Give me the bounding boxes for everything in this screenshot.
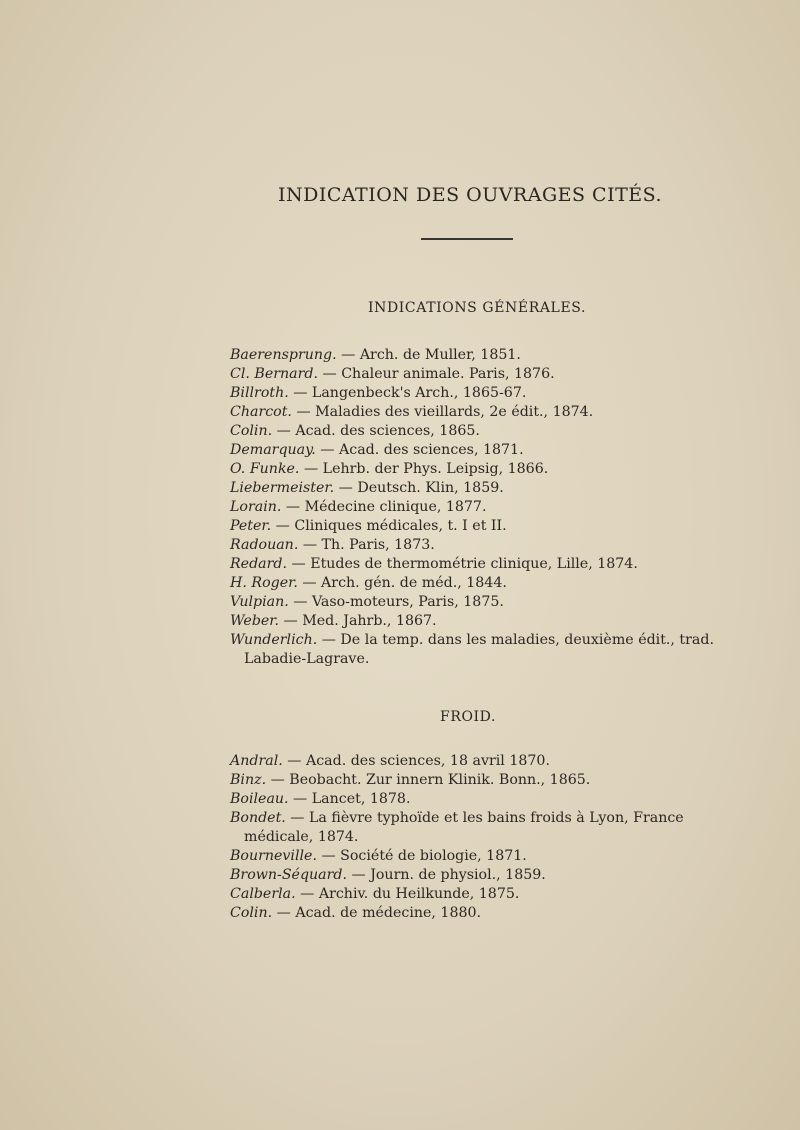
bibliography-entry — [230, 752, 720, 771]
entry-author: Boileau. — [230, 791, 289, 807]
entry-author: Calberla. — [230, 886, 296, 902]
bibliography-entry — [230, 612, 720, 631]
entry-author: Bondet. — [230, 810, 286, 826]
entry-author: Andral. — [230, 753, 283, 769]
entry-reference: — Journ. de physiol., 1859. — [347, 867, 546, 883]
entry-author: Radouan. — [230, 537, 299, 553]
entry-author: Binz. — [230, 772, 267, 788]
entry-reference: — Vaso-moteurs, Paris, 1875. — [288, 594, 504, 610]
entry-author: Brown-Séquard. — [230, 867, 347, 883]
entry-reference: — Archiv. du Heilkunde, 1875. — [295, 886, 520, 902]
bibliography-entry — [230, 885, 720, 904]
entry-reference: — Maladies des vieillards, 2e édit., 1874. — [291, 404, 594, 420]
entry-reference: — Th. Paris, 1873. — [298, 537, 435, 553]
bibliography-list-froid — [230, 752, 720, 923]
bibliography-entry — [230, 422, 720, 441]
bibliography-entry — [230, 574, 720, 593]
bibliography-entry — [230, 809, 720, 847]
entry-author: Colin. — [230, 423, 273, 439]
entry-author: Wunderlich. — [230, 632, 318, 648]
entry-reference: — Arch. gén. de méd., 1844. — [297, 575, 507, 591]
entry-author: H. Roger. — [230, 575, 298, 591]
entry-author: Baerensprung. — [230, 347, 337, 363]
page-title: INDICATION DES OUVRAGES CITÉS. — [277, 184, 663, 206]
entry-author: Redard. — [230, 556, 287, 572]
entry-reference: — Beobacht. Zur innern Klinik. Bonn., 1865. — [266, 772, 591, 788]
entry-reference: — Med. Jahrb., 1867. — [279, 613, 437, 629]
bibliography-entry — [230, 441, 720, 460]
bibliography-entry — [230, 517, 720, 536]
section-heading-general: INDICATIONS GÉNÉRALES. — [368, 300, 587, 316]
entry-author: Demarquay. — [230, 442, 316, 458]
entry-author: Peter. — [230, 518, 272, 534]
entry-author: Vulpian. — [230, 594, 289, 610]
bibliography-entry — [230, 866, 720, 885]
bibliography-list-general — [230, 346, 720, 669]
entry-reference: — Lehrb. der Phys. Leipsig, 1866. — [299, 461, 549, 477]
bibliography-entry — [230, 479, 720, 498]
bibliography-entry — [230, 771, 720, 790]
bibliography-entry — [230, 498, 720, 517]
entry-reference: — Arch. de Muller, 1851. — [336, 347, 521, 363]
bibliography-entry — [230, 847, 720, 866]
bibliography-entry — [230, 460, 720, 479]
bibliography-entry — [230, 904, 720, 923]
entry-reference: — Etudes de thermométrie clinique, Lille, 1874. — [287, 556, 638, 572]
entry-reference: — Acad. de médecine, 1880. — [272, 905, 482, 921]
bibliography-entry — [230, 631, 720, 669]
bibliography-entry — [230, 403, 720, 422]
entry-reference: — Langenbeck's Arch., 1865-67. — [288, 385, 527, 401]
entry-author: O. Funke. — [230, 461, 300, 477]
entry-author: Lorain. — [230, 499, 282, 515]
entry-reference: — Deutsch. Klin, 1859. — [334, 480, 504, 496]
bibliography-entry — [230, 555, 720, 574]
bibliography-entry — [230, 790, 720, 809]
bibliography-entry — [230, 536, 720, 555]
bibliography-entry — [230, 593, 720, 612]
entry-reference: — Chaleur animale. Paris, 1876. — [318, 366, 555, 382]
entry-author: Liebermeister. — [230, 480, 335, 496]
entry-author: Colin. — [230, 905, 273, 921]
bibliography-entry — [230, 365, 720, 384]
bibliography-entry — [230, 346, 720, 365]
entry-reference: — Lancet, 1878. — [288, 791, 411, 807]
entry-reference: — La fièvre typhoïde et les bains froids à Lyon, France médicale, 1874. — [244, 810, 684, 845]
entry-reference: — Société de biologie, 1871. — [316, 848, 527, 864]
bibliography-entry — [230, 384, 720, 403]
entry-author: Bourneville. — [230, 848, 317, 864]
entry-reference: — Cliniques médicales, t. I et II. — [271, 518, 507, 534]
entry-reference: — Acad. des sciences, 1865. — [272, 423, 480, 439]
title-divider — [421, 238, 513, 240]
entry-author: Cl. Bernard. — [230, 366, 318, 382]
entry-reference: — De la temp. dans les maladies, deuxième édit., trad. Labadie-Lagrave. — [244, 632, 714, 667]
entry-reference: — Médecine clinique, 1877. — [281, 499, 487, 515]
entry-author: Billroth. — [230, 385, 289, 401]
entry-reference: — Acad. des sciences, 18 avril 1870. — [282, 753, 550, 769]
entry-author: Weber. — [230, 613, 280, 629]
section-heading-froid: FROID. — [440, 709, 497, 725]
entry-reference: — Acad. des sciences, 1871. — [315, 442, 524, 458]
entry-author: Charcot. — [230, 404, 292, 420]
